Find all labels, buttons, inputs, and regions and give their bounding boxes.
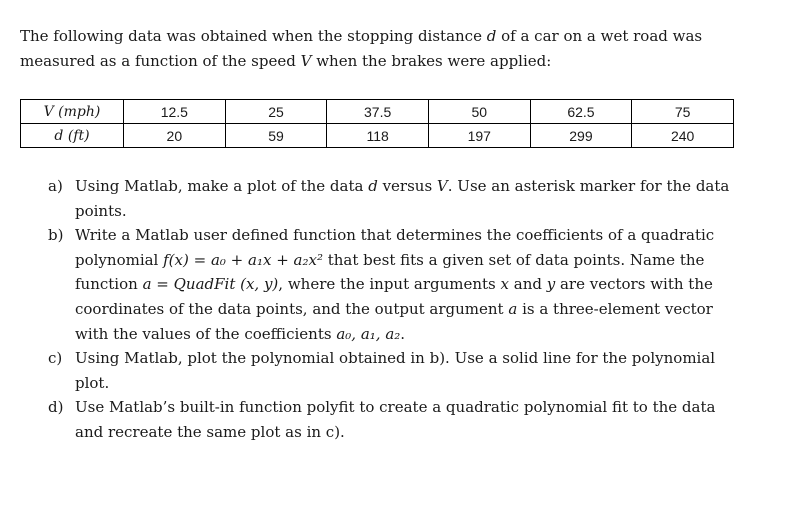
table-cell: 12.5	[124, 100, 226, 124]
question-text: versus	[377, 177, 437, 195]
var-x: x	[500, 275, 509, 294]
question-c	[48, 346, 738, 395]
question-marker: c)	[48, 349, 63, 368]
question-a	[48, 174, 738, 223]
question-text: .	[400, 324, 406, 343]
table-cell: 118	[327, 124, 429, 148]
table-cell: 20	[124, 124, 226, 148]
table-cell: 50	[428, 100, 530, 124]
data-table	[20, 99, 734, 148]
row-header-speed: V (mph)	[21, 100, 124, 124]
table-cell: 62.5	[530, 100, 632, 124]
table-cell: 240	[632, 124, 734, 148]
var-d: d	[368, 177, 378, 195]
question-text: Using Matlab, plot the polynomial obtained in b). Use a solid line for the polynomial plot.	[75, 349, 716, 392]
intro-paragraph	[20, 24, 750, 74]
question-d	[48, 395, 738, 444]
table-cell: 37.5	[327, 100, 429, 124]
var-v: V	[300, 52, 312, 70]
question-marker: b)	[48, 226, 64, 245]
table-cell: 25	[225, 100, 327, 124]
question-text: Use Matlab’s built-in function polyfit to create a quadratic polynomial fit to the data and recreate the same plot as in c).	[75, 398, 716, 441]
question-b	[48, 223, 738, 346]
table-cell: 75	[632, 100, 734, 124]
question-text: Write a Matlab user defined function that determines the coefficients of a quadratic polynomial	[75, 226, 715, 269]
function-signature: a = QuadFit (x, y)	[142, 275, 279, 294]
question-text: that best fits a given set of data points. Name the function	[75, 250, 705, 294]
table-row-speed	[21, 100, 734, 124]
table-row-distance	[21, 124, 734, 148]
intro-text: of a car on a wet road was measured as a function of the speed	[20, 27, 703, 70]
var-v: V	[436, 177, 448, 195]
coefficient-list: a₀, a₁, a₂	[336, 324, 401, 343]
intro-text: The following data was obtained when the stopping distance	[20, 27, 487, 45]
var-a: a	[508, 299, 518, 318]
question-text: Using Matlab, make a plot of the data	[75, 177, 369, 195]
table-cell: 197	[428, 124, 530, 148]
question-text: and	[508, 275, 547, 294]
table-cell: 59	[225, 124, 327, 148]
question-text: , where the input arguments	[278, 275, 501, 294]
polynomial-formula: f(x) = a₀ + a₁x + a₂x²	[163, 250, 323, 269]
var-d: d	[486, 27, 497, 45]
question-marker: d)	[48, 398, 64, 417]
table-cell: 299	[530, 124, 632, 148]
question-text: are vectors with the coordinates of the data points, and the output argument	[75, 275, 713, 318]
question-text: is a three-element vector with the values of the coefficients	[75, 299, 713, 343]
row-header-distance: d (ft)	[21, 124, 124, 148]
question-list	[48, 174, 738, 445]
question-text: . Use an asterisk marker for the data points.	[75, 177, 730, 220]
intro-text: when the brakes were applied:	[311, 52, 552, 70]
question-marker: a)	[48, 177, 63, 195]
var-y: y	[546, 275, 556, 294]
